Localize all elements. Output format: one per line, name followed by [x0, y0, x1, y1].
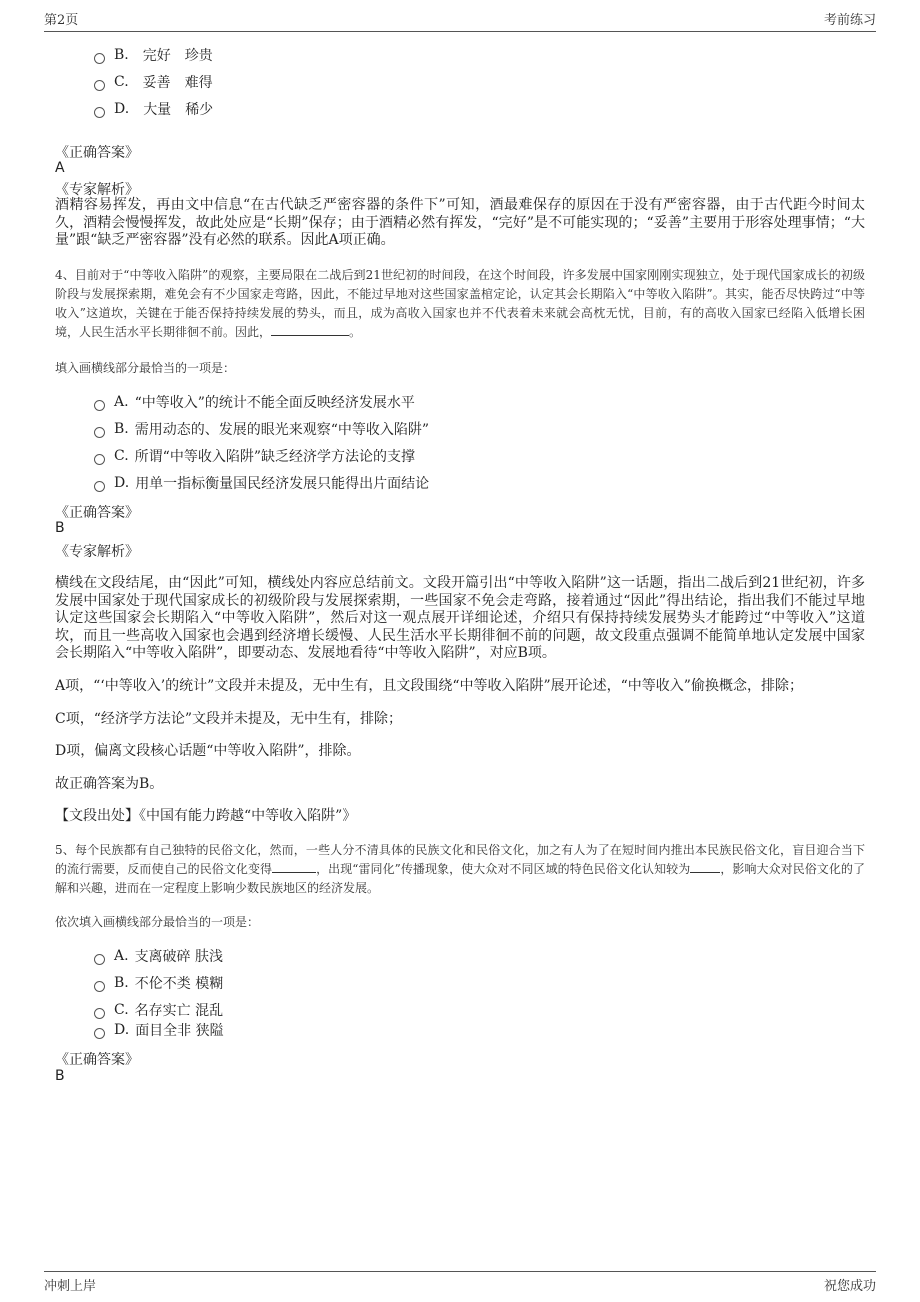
q3-answer: A	[55, 160, 65, 176]
answer-blank-2	[690, 861, 720, 873]
q3-option-b[interactable]	[94, 45, 213, 65]
q4-final-answer: 故正确答案为B。	[55, 776, 164, 792]
option-letter: C.	[114, 74, 129, 90]
q4-analysis-option-a: A项，“‘中等收入’的统计”文段并未提及，无中生有，且文段围绕“中等收入陷阱”展开论述，“中等收入”偷换概念，排除；	[55, 678, 803, 694]
q4-prompt: 填入画横线部分最恰当的一项是：	[55, 361, 236, 375]
q5-option-a[interactable]	[94, 946, 223, 966]
q3-analysis: 酒精容易挥发，再由文中信息“在古代缺乏严密容器的条件下”可知，酒最难保存的原因在于没有严密容器，由于古代距今时间太久，酒精会慢慢挥发，故此处应是“长期”保存；由于酒精必然有挥发，“完好”是不可能实现的；“妥善”主要用于形容处理事情；“大量”跟“缺乏严密容器”没有必然的联系。因此A项正确。	[55, 197, 865, 248]
option-letter: B.	[114, 421, 129, 437]
option-letter: D.	[114, 101, 130, 117]
q5-option-c[interactable]	[94, 1000, 223, 1020]
radio-icon[interactable]	[94, 981, 105, 992]
answer-blank-1	[272, 861, 316, 873]
page-header	[44, 10, 876, 32]
q4-option-b[interactable]	[94, 419, 429, 439]
radio-icon[interactable]	[94, 80, 105, 91]
radio-icon[interactable]	[94, 1008, 105, 1019]
header-title: 考前练习	[823, 13, 876, 28]
q3-analysis-label: 《专家解析》	[55, 182, 139, 198]
radio-icon[interactable]	[94, 954, 105, 965]
radio-icon[interactable]	[94, 481, 105, 492]
q5-answer-label: 《正确答案》	[55, 1052, 139, 1068]
option-text: 支离破碎 肤浅	[134, 949, 224, 965]
option-text: 不伦不类 模糊	[134, 976, 224, 992]
option-letter: A.	[114, 394, 129, 410]
option-letter: D.	[114, 475, 130, 491]
option-text: 需用动态的、发展的眼光来观察“中等收入陷阱”	[134, 422, 430, 438]
q3-answer-label: 《正确答案》	[55, 145, 139, 161]
q5-prompt: 依次填入画横线部分最恰当的一项是：	[55, 915, 260, 929]
page-footer	[44, 1271, 876, 1295]
radio-icon[interactable]	[94, 1028, 105, 1039]
q4-option-d[interactable]	[94, 473, 429, 493]
q5-answer: B	[55, 1068, 65, 1084]
radio-icon[interactable]	[94, 53, 105, 64]
q4-stem-text: 4、目前对于“中等收入陷阱”的观察，主要局限在二战后到21世纪初的时间段，在这个时间段，许多发展中国家刚刚实现独立，处于现代国家成长的初级阶段与发展探索期，难免会有不少国家走弯路，因此，不能过早地对这些国家盖棺定论，认定其会长期陷入“中等收入陷阱”。其实，能否尽快跨过“中等收入”这道坎，关键在于能否保持持续发展的势头，而且，成为高收入国家也并不代表着未来就会高枕无忧，目前，有的高收入国家已经陷入低增长困境，人民生活水平长期徘徊不前。因此，	[55, 268, 865, 339]
footer-left-text: 冲刺上岸	[44, 1279, 97, 1294]
option-letter: B.	[114, 47, 129, 63]
q5-stem-part-3: ，影响大众对民俗文化的了解和兴趣，进而在一定程度上影响少数民族地区的经济发展。	[55, 862, 865, 895]
q4-option-c[interactable]	[94, 446, 415, 466]
option-text: 所谓“中等收入陷阱”缺乏经济学方法论的支撑	[134, 449, 415, 465]
option-word-2: 稀少	[185, 102, 214, 118]
footer-right-text: 祝您成功	[823, 1279, 876, 1294]
option-text: 名存实亡 混乱	[134, 1003, 224, 1019]
q4-analysis-option-d: D项，偏离文段核心话题“中等收入陷阱”，排除。	[55, 743, 361, 759]
q4-answer-label: 《正确答案》	[55, 505, 139, 521]
q4-stem	[55, 266, 865, 342]
q4-analysis-label: 《专家解析》	[55, 544, 139, 560]
answer-blank	[271, 324, 349, 336]
option-letter: B.	[114, 975, 129, 991]
option-text: 面目全非 狭隘	[135, 1023, 224, 1039]
q4-analysis-option-c: C项，“经济学方法论”文段并未提及，无中生有，排除；	[55, 711, 403, 727]
q5-option-b[interactable]	[94, 973, 223, 993]
option-letter: C.	[114, 448, 129, 464]
radio-icon[interactable]	[94, 454, 105, 465]
q4-stem-end: 。	[349, 325, 362, 339]
q5-stem-part-2: ，出现“雷同化”传播现象，使大众对不同区域的特色民俗文化认知较为	[316, 862, 691, 876]
q4-answer: B	[55, 520, 65, 536]
q3-option-d[interactable]	[94, 99, 213, 119]
option-letter: C.	[114, 1002, 129, 1018]
q4-option-a[interactable]	[94, 392, 415, 412]
option-letter: A.	[114, 948, 129, 964]
q5-stem	[55, 841, 865, 898]
option-word-1: 妥善	[142, 75, 171, 91]
option-letter: D.	[114, 1022, 130, 1038]
option-word-2: 珍贵	[184, 48, 213, 64]
radio-icon[interactable]	[94, 427, 105, 438]
option-text: “中等收入”的统计不能全面反映经济发展水平	[134, 395, 415, 411]
q5-option-d[interactable]	[94, 1020, 224, 1040]
q4-source: 【文段出处】《中国有能力跨越“中等收入陷阱”》	[55, 808, 357, 824]
option-word-1: 大量	[143, 102, 172, 118]
radio-icon[interactable]	[94, 400, 105, 411]
option-word-1: 完好	[142, 48, 171, 64]
q5-stem-part-1: 5、每个民族都有自己独特的民俗文化，然而，一些人分不清具体的民族文化和民俗文化，加之有人为了在短时间内推出本民族民俗文化，盲目迎合当下的流行需要，反而使自己的民俗文化变得	[55, 843, 865, 876]
radio-icon[interactable]	[94, 107, 105, 118]
option-text: 用单一指标衡量国民经济发展只能得出片面结论	[135, 476, 430, 492]
q4-analysis-main: 横线在文段结尾，由“因此”可知，横线处内容应总结前文。文段开篇引出“中等收入陷阱”这一话题，指出二战后到21世纪初，许多发展中国家处于现代国家成长的初级阶段与发展探索期，一些国家不免会走弯路，接着通过“因此”得出结论，指出我们不能过早地认定这些国家会长期陷入“中等收入陷阱”，然后对这一观点展开详细论述，介绍只有保持持续发展势头才能跨过“中等收入”这道坎，而且一些高收入国家也会遇到经济增长缓慢、人民生活水平长期徘徊不前的问题，故文段重点强调不能简单地认定发展中国家会长期陷入“中等收入陷阱”，即要动态、发展地看待“中等收入陷阱”，对应B项。	[55, 575, 865, 661]
page-number: 第2页	[44, 13, 79, 28]
q3-option-c[interactable]	[94, 72, 213, 92]
option-word-2: 难得	[184, 75, 213, 91]
